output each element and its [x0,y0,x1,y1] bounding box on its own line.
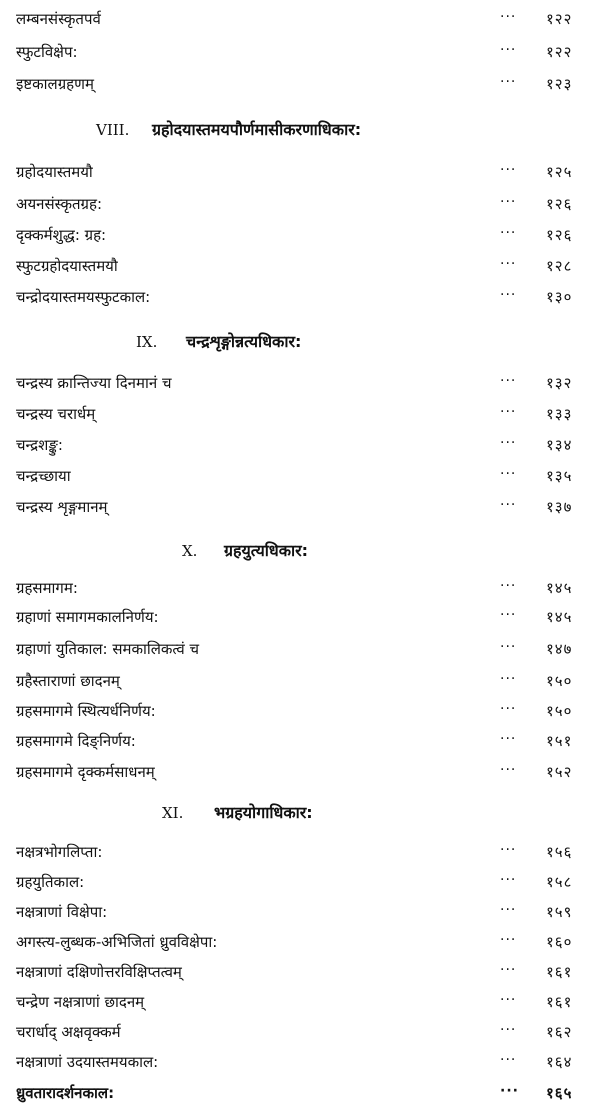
page-number: १३३ [546,405,573,423]
page-number: १३२ [546,374,573,392]
page-number: १३७ [546,498,573,516]
leader-dots: ··· [500,671,517,687]
entry-title: ग्रहोदयास्तमयौ [16,163,93,181]
entry-title: चन्द्रच्छाया [16,467,71,485]
page-number: १५० [546,702,573,720]
toc-entry [0,285,600,309]
toc-entry [0,72,600,96]
page-number: १५१ [546,732,573,750]
page-number: १२६ [546,195,573,213]
entry-title: ध्रुवतारादर्शनकाल: [16,1084,115,1102]
page-number: १२३ [546,75,573,93]
leader-dots: ··· [500,497,517,513]
section-heading [0,537,600,565]
section-number: X. [182,542,198,560]
page-number: १६४ [546,1053,573,1071]
leader-dots: ··· [500,639,517,655]
toc-entry [0,464,600,488]
entry-title: चन्द्रेण नक्षत्राणां छादनम् [16,993,145,1011]
leader-dots: ··· [500,762,517,778]
section-number: VIII. [96,121,130,139]
entry-title: दृक्कर्मशुद्ध: ग्रह: [16,226,107,244]
leader-dots: ··· [500,373,517,389]
toc-entry [0,1081,600,1105]
leader-dots: ··· [500,194,517,210]
page-number: १६१ [546,993,573,1011]
section-number: XI. [162,804,184,822]
page-number: १४५ [546,608,573,626]
page-number: १२५ [546,163,573,181]
page-number: १४५ [546,579,573,597]
toc-entry [0,930,600,954]
entry-title: चन्द्रस्य शृङ्गमानम् [16,498,108,516]
page-number: १३० [546,288,573,306]
page-number: १३५ [546,467,573,485]
leader-dots: ··· [500,287,517,303]
leader-dots: ··· [500,701,517,717]
toc-entry [0,760,600,784]
entry-title: ग्रहयुतिकाल: [16,873,85,891]
toc-entry [0,371,600,395]
page-number: १५९ [546,903,573,921]
leader-dots: ··· [500,74,517,90]
section-title: भग्रहयोगाधिकार: [214,803,313,822]
page-number: १६५ [546,1084,573,1102]
toc-entry [0,900,600,924]
entry-title: ग्रहाणां युतिकाल: समकालिकत्वं च [16,640,200,658]
toc-entry [0,840,600,864]
section-title: चन्द्रशृङ्गोन्नत्यधिकार: [186,332,302,351]
section-number: IX. [136,333,158,351]
entry-title: ग्रहैस्ताराणां छादनम् [16,672,120,690]
leader-dots: ··· [500,962,517,978]
entry-title: नक्षत्रभोगलिप्ता: [16,843,103,861]
entry-title: ग्रहसमागमे दृक्कर्मसाधनम् [16,763,155,781]
page-number: १६१ [546,963,573,981]
leader-dots: ··· [500,225,517,241]
entry-title: स्फुटविक्षेप: [16,43,78,61]
toc-entry [0,433,600,457]
page-number: १२६ [546,226,573,244]
leader-dots: ··· [500,466,517,482]
toc-entry [0,7,600,31]
section-heading [0,799,600,827]
leader-dots: ··· [500,1022,517,1038]
toc-entry [0,960,600,984]
entry-title: अगस्त्य-लुब्धक-अभिजितां ध्रुवविक्षेपा: [16,933,218,951]
leader-dots: ··· [500,872,517,888]
entry-title: स्फुटग्रहोदयास्तमयौ [16,257,118,275]
page-number: १४७ [546,640,573,658]
toc-entry [0,576,600,600]
leader-dots: ··· [500,902,517,918]
leader-dots: ··· [500,578,517,594]
toc-entry [0,1020,600,1044]
leader-dots: ··· [500,842,517,858]
toc-entry [0,1050,600,1074]
toc-entry [0,254,600,278]
entry-title: ग्रहसमागमे स्थित्यर्धनिर्णय: [16,702,156,720]
page-number: १३४ [546,436,573,454]
section-title: ग्रहयुत्यधिकार: [224,541,309,560]
leader-dots: ··· [500,256,517,272]
entry-title: इष्टकालग्रहणम् [16,75,94,93]
page-number: १२८ [546,257,573,275]
entry-title: चन्द्रशङ्कु: [16,436,63,454]
leader-dots: ··· [500,9,517,25]
section-title: ग्रहोदयास्तमयपौर्णमासीकरणाधिकार: [152,120,362,139]
entry-title: चन्द्रस्य चरार्धम् [16,405,96,423]
toc-entry [0,40,600,64]
toc-entry [0,160,600,184]
leader-dots: ··· [500,435,517,451]
page-number: १६० [546,933,573,951]
toc-entry [0,669,600,693]
leader-dots: ··· [500,731,517,747]
page-number: १५० [546,672,573,690]
page-number: १५६ [546,843,573,861]
section-heading [0,328,600,356]
page-number: १६२ [546,1023,573,1041]
leader-dots: ··· [500,607,517,623]
entry-title: लम्बनसंस्कृतपर्व [16,10,101,28]
entry-title: नक्षत्राणां विक्षेपा: [16,903,108,921]
leader-dots: ··· [500,1052,517,1068]
page-number: १२२ [546,43,573,61]
leader-dots: ··· [500,404,517,420]
leader-dots: ··· [500,932,517,948]
entry-title: ग्रहसमागमे दिङ्निर्णय: [16,732,136,750]
toc-entry [0,495,600,519]
page-number: १५२ [546,763,573,781]
section-heading [0,116,600,144]
entry-title: ग्रहसमागम: [16,579,78,597]
toc-entry [0,637,600,661]
entry-title: चन्द्रस्य क्रान्तिज्या दिनमानं च [16,374,172,392]
entry-title: ग्रहाणां समागमकालनिर्णय: [16,608,159,626]
toc-entry [0,729,600,753]
toc-entry [0,990,600,1014]
toc-entry [0,699,600,723]
entry-title: नक्षत्राणां दक्षिणोत्तरविक्षिप्तत्वम् [16,963,182,981]
leader-dots: ··· [500,42,517,58]
page-number: १२२ [546,10,573,28]
toc-entry [0,192,600,216]
leader-dots: ··· [500,1083,519,1099]
entry-title: चन्द्रोदयास्तमयस्फुटकाल: [16,288,151,306]
entry-title: अयनसंस्कृतग्रह: [16,195,103,213]
leader-dots: ··· [500,162,517,178]
page-number: १५८ [546,873,573,891]
toc-entry [0,605,600,629]
toc-entry [0,402,600,426]
leader-dots: ··· [500,992,517,1008]
toc-entry [0,870,600,894]
entry-title: चरार्धाद् अक्षवृक्कर्म [16,1023,121,1041]
toc-entry [0,223,600,247]
entry-title: नक्षत्राणां उदयास्तमयकाल: [16,1053,159,1071]
